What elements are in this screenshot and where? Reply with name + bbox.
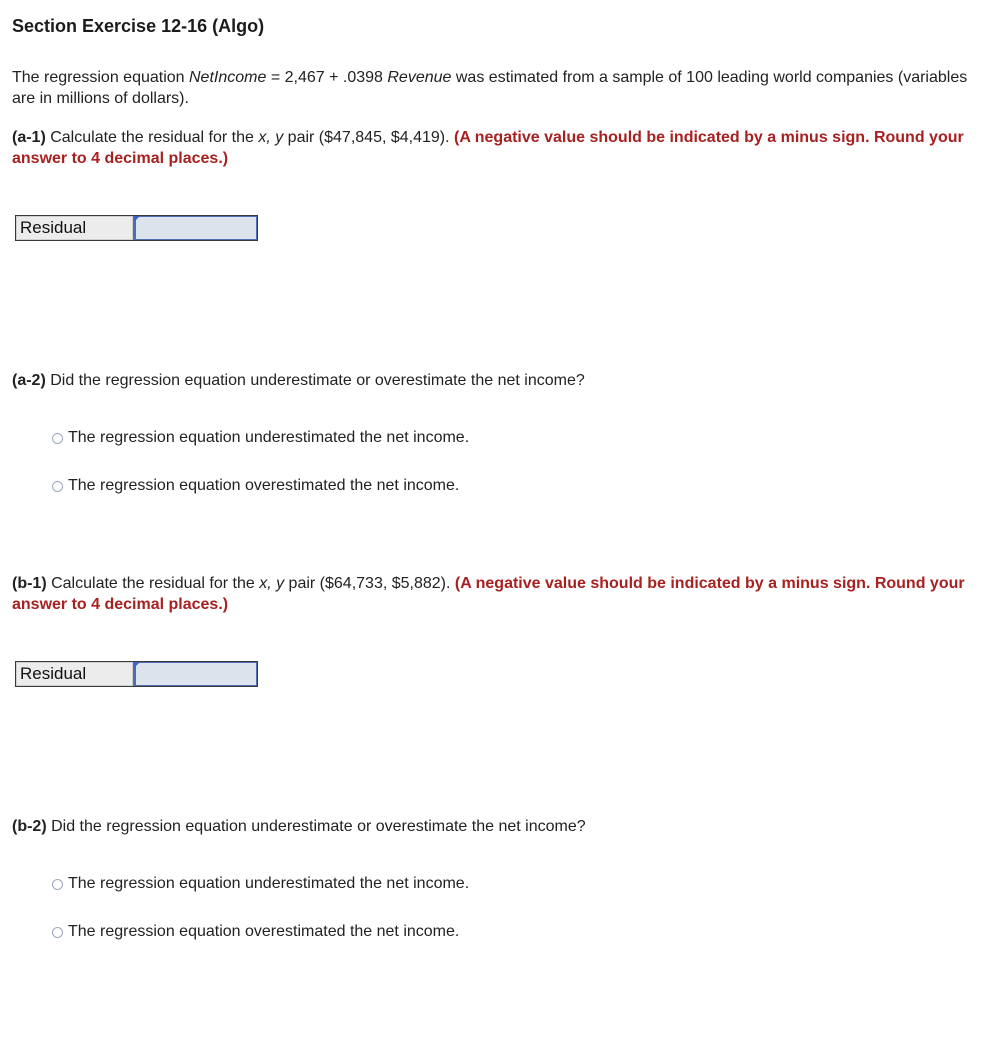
b2-option-overestimated-label[interactable]: The regression equation overestimated the net income. xyxy=(68,923,460,940)
question-b2 xyxy=(12,816,972,837)
intro-before: The regression equation xyxy=(12,69,189,86)
question-b1-xy: x, y xyxy=(259,575,285,592)
question-b1-instruction: (A negative value should be indicated by a minus sign. Round your answer to 4 decimal places.) xyxy=(12,575,965,613)
answer-a1-input[interactable] xyxy=(133,216,257,240)
question-a1-text-before: Calculate the residual for the xyxy=(45,129,259,146)
question-b1 xyxy=(12,573,972,615)
question-b1-text-before: Calculate the residual for the xyxy=(46,575,260,592)
a2-option-underestimated-label[interactable]: The regression equation underestimated the net income. xyxy=(68,429,470,446)
question-a1 xyxy=(12,127,972,169)
a2-option-overestimated-label[interactable]: The regression equation overestimated the net income. xyxy=(68,477,460,494)
radio-button[interactable] xyxy=(52,433,63,444)
a2-option-overestimated[interactable] xyxy=(52,475,459,497)
b2-option-underestimated[interactable] xyxy=(52,873,469,895)
answer-row-a1 xyxy=(15,215,258,241)
question-a2-tag: (a-2) xyxy=(12,372,46,389)
answer-b1-input[interactable] xyxy=(133,662,257,686)
intro-equation: = 2,467 + .0398 xyxy=(266,69,388,86)
b2-option-underestimated-label[interactable]: The regression equation underestimated the net income. xyxy=(68,875,470,892)
page-title: Section Exercise 12-16 (Algo) xyxy=(12,16,265,36)
b2-option-overestimated[interactable] xyxy=(52,921,459,943)
question-b2-text: Did the regression equation underestimate or overestimate the net income? xyxy=(46,818,586,835)
question-b1-tag: (b-1) xyxy=(12,575,47,592)
answer-row-b1 xyxy=(15,661,258,687)
intro-var-x: Revenue xyxy=(387,69,452,86)
question-a2-text: Did the regression equation underestimate or overestimate the net income? xyxy=(45,372,585,389)
answer-a1-label: Residual xyxy=(16,216,133,240)
intro-paragraph xyxy=(12,67,972,109)
question-a1-tag: (a-1) xyxy=(12,129,46,146)
input-corner-marker xyxy=(134,662,140,668)
intro-after: was estimated from a sample of 100 leading world companies (variables are in millions of dollars). xyxy=(12,69,968,107)
input-corner-marker xyxy=(134,216,140,222)
radio-button[interactable] xyxy=(52,927,63,938)
question-b1-text-after: pair ($64,733, $5,882). xyxy=(284,575,455,592)
intro-var-y: NetIncome xyxy=(189,69,267,86)
radio-button[interactable] xyxy=(52,879,63,890)
a2-option-underestimated[interactable] xyxy=(52,427,469,449)
answer-b1-label: Residual xyxy=(16,662,133,686)
question-a1-text-after: pair ($47,845, $4,419). xyxy=(283,129,455,146)
question-a1-instruction: (A negative value should be indicated by a minus sign. Round your answer to 4 decimal places.) xyxy=(12,129,964,167)
question-a2 xyxy=(12,370,972,391)
question-a1-xy: x, y xyxy=(258,129,284,146)
radio-button[interactable] xyxy=(52,481,63,492)
question-b2-tag: (b-2) xyxy=(12,818,47,835)
